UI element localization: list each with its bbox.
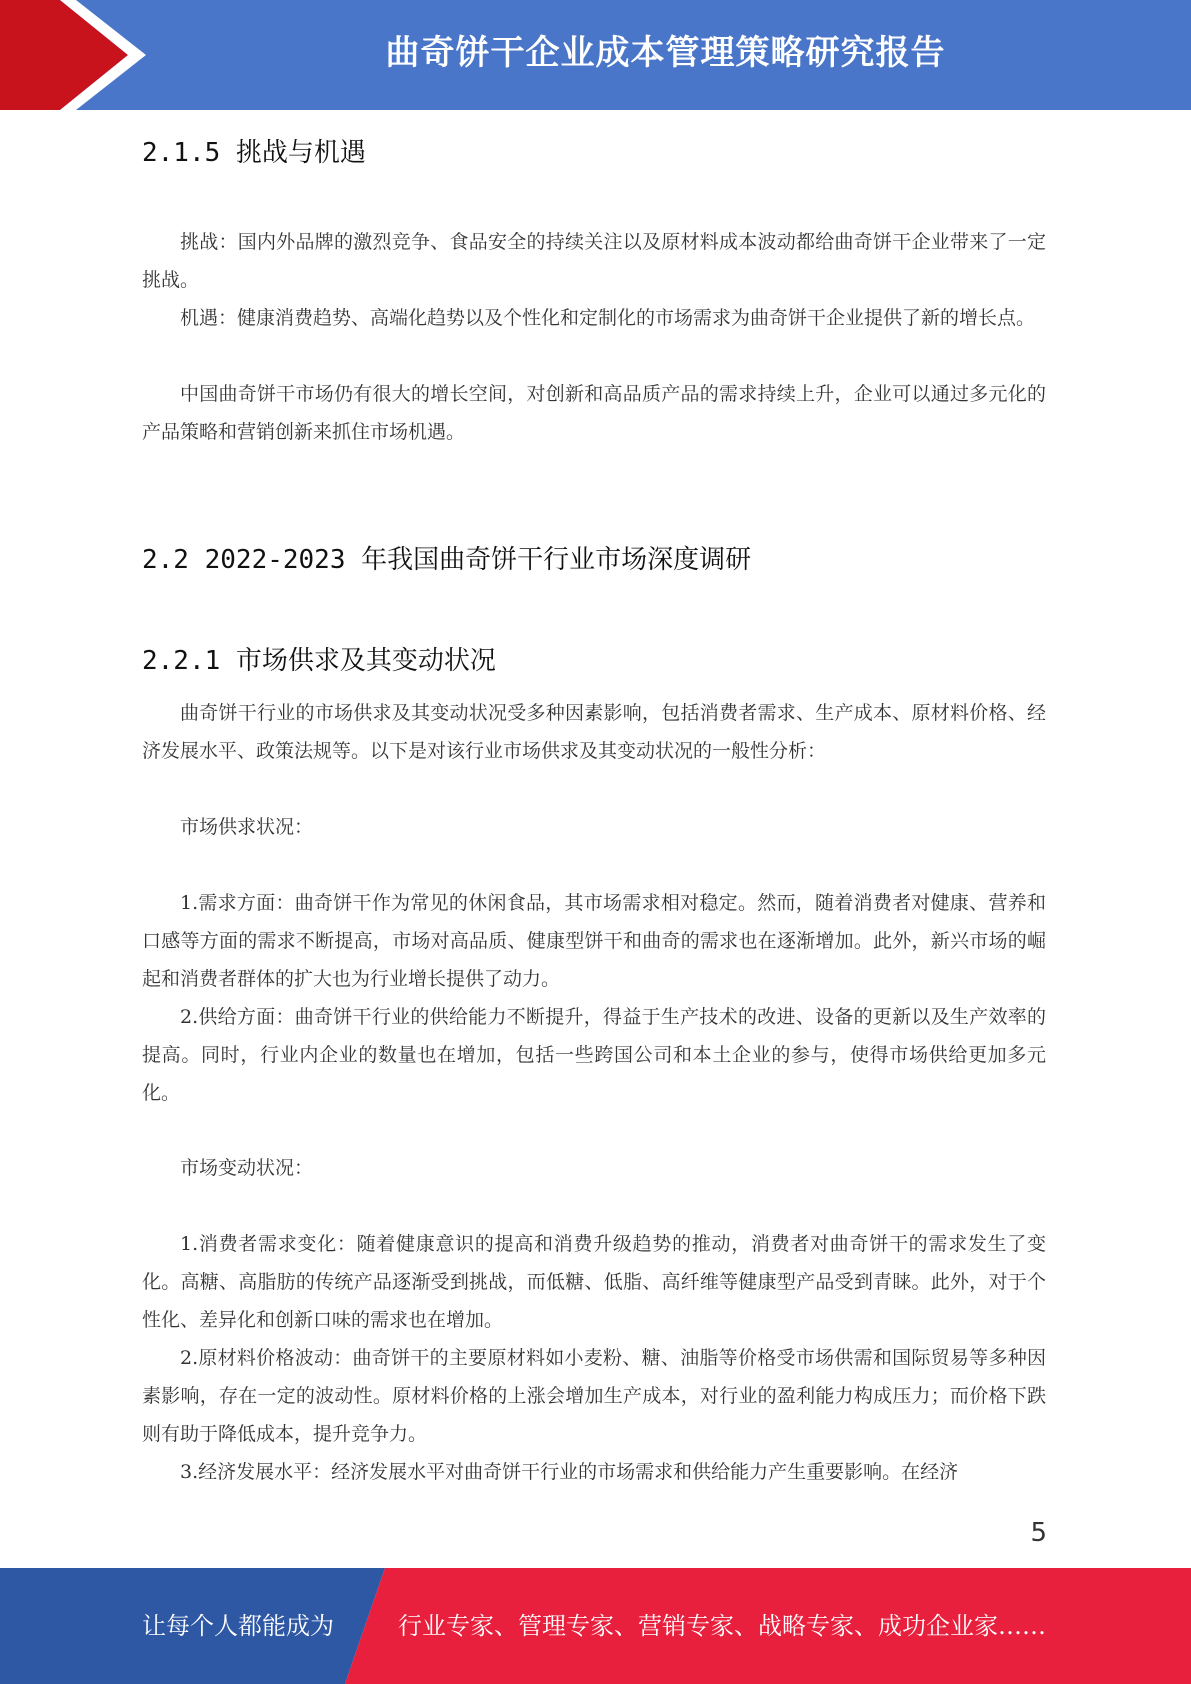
page-number: 5 [1030, 1518, 1047, 1548]
list-item-material-price: 2.原材料价格波动：曲奇饼干的主要原材料如小麦粉、糖、油脂等价格受市场供需和国际贸易等多种因素影响，存在一定的波动性。原材料价格的上涨会增加生产成本，对行业的盈利能力构成压力；而价格下跌则有助于降低成本，提升竞争力。 [142, 1347, 1046, 1445]
report-title: 曲奇饼干企业成本管理策略研究报告 [385, 33, 946, 73]
header-arrow-decoration [0, 0, 150, 110]
list-item-economy: 3.经济发展水平：经济发展水平对曲奇饼干行业的市场需求和供给能力产生重要影响。在经济 [180, 1461, 959, 1483]
page-header [0, 0, 1191, 110]
section-heading-2-1-5: 2.1.5 挑战与机遇 [142, 138, 366, 168]
label-market-change: 市场变动状况： [180, 1157, 314, 1179]
section-heading-2-2-1: 2.2.1 市场供求及其变动状况 [142, 646, 496, 676]
footer-slogan-right: 行业专家、管理专家、营销专家、战略专家、成功企业家…… [398, 1612, 1046, 1640]
paragraph-market-space: 中国曲奇饼干市场仍有很大的增长空间，对创新和高品质产品的需求持续上升，企业可以通过多元化的产品策略和营销创新来抓住市场机遇。 [142, 383, 1046, 443]
paragraph-opportunity: 机遇：健康消费趋势、高端化趋势以及个性化和定制化的市场需求为曲奇饼干企业提供了新的增长点。 [180, 307, 1036, 329]
paragraph-intro: 曲奇饼干行业的市场供求及其变动状况受多种因素影响，包括消费者需求、生产成本、原材料价格、经济发展水平、政策法规等。以下是对该行业市场供求及其变动状况的一般性分析： [142, 702, 1046, 762]
list-item-demand: 1.需求方面：曲奇饼干作为常见的休闲食品，其市场需求相对稳定。然而，随着消费者对健康、营养和口感等方面的需求不断提高，市场对高品质、健康型饼干和曲奇的需求也在逐渐增加。此外，新兴市场的崛起和消费者群体的扩大也为行业增长提供了动力。 [142, 892, 1046, 990]
list-item-consumer-change: 1.消费者需求变化：随着健康意识的提高和消费升级趋势的推动，消费者对曲奇饼干的需求发生了变化。高糖、高脂肪的传统产品逐渐受到挑战，而低糖、低脂、高纤维等健康型产品受到青睐。此外，对于个性化、差异化和创新口味的需求也在增加。 [142, 1233, 1046, 1331]
label-supply-status: 市场供求状况： [180, 816, 314, 838]
list-item-supply: 2.供给方面：曲奇饼干行业的供给能力不断提升，得益于生产技术的改进、设备的更新以及生产效率的提高。同时，行业内企业的数量也在增加，包括一些跨国公司和本土企业的参与，使得市场供给更加多元化。 [142, 1006, 1046, 1104]
section-heading-2-2: 2.2 2022-2023 年我国曲奇饼干行业市场深度调研 [142, 545, 752, 575]
footer-slogan-left: 让每个人都能成为 [142, 1612, 334, 1640]
paragraph-challenge: 挑战：国内外品牌的激烈竞争、食品安全的持续关注以及原材料成本波动都给曲奇饼干企业带来了一定挑战。 [142, 231, 1046, 291]
page-footer [0, 1568, 1191, 1684]
